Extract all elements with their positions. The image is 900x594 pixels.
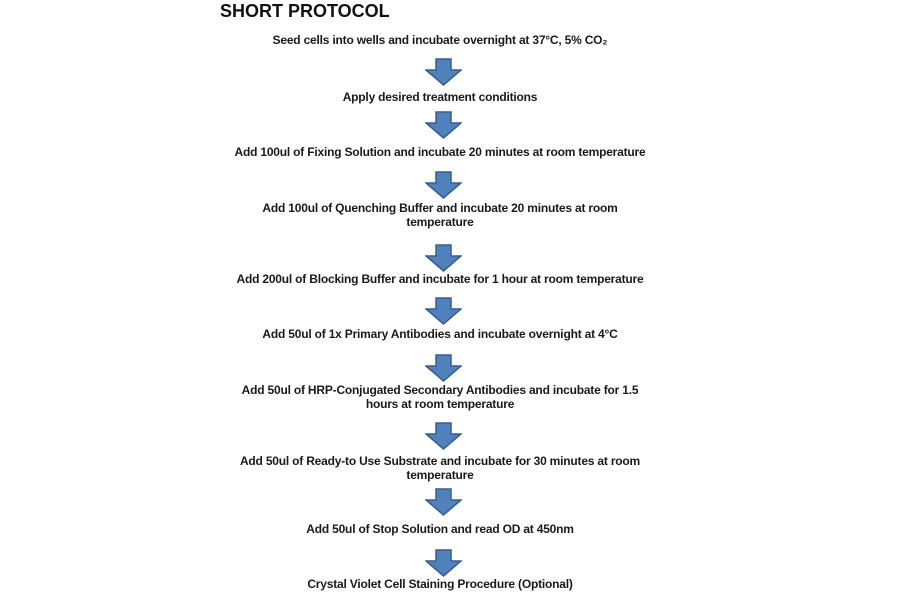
step-line: Add 50ul of Stop Solution and read OD at 450nm: [306, 522, 574, 536]
down-arrow-shape: [426, 245, 461, 271]
step-line: temperature: [406, 215, 474, 229]
step-text-stop-solution: [140, 522, 740, 536]
down-arrow-shape: [426, 112, 461, 138]
step-line: Add 50ul of HRP-Conjugated Secondary Antibodies and incubate for 1.5: [241, 383, 639, 397]
down-arrow-icon: [425, 549, 462, 577]
step-text-apply-treatment: [140, 90, 740, 104]
step-line: Apply desired treatment conditions: [342, 90, 538, 104]
down-arrow-shape: [426, 172, 461, 198]
step-text-substrate: [140, 454, 740, 482]
step-line: Add 200ul of Blocking Buffer and incubate for 1 hour at room temperature: [236, 272, 644, 286]
step-line: Add 50ul of Ready-to Use Substrate and incubate for 30 minutes at room: [239, 454, 641, 468]
page-title: SHORT PROTOCOL: [220, 1, 390, 21]
step-line: temperature: [406, 468, 474, 482]
down-arrow-icon: [425, 244, 462, 272]
step-line: Add 50ul of 1x Primary Antibodies and incubate overnight at 4°C: [262, 327, 618, 341]
down-arrow-icon: [425, 171, 462, 199]
down-arrow-icon: [425, 58, 462, 86]
down-arrow-icon: [425, 422, 462, 450]
down-arrow-shape: [426, 489, 461, 515]
down-arrow-shape: [426, 423, 461, 449]
step-line: Seed cells into wells and incubate overnight at 37°C, 5% CO₂: [272, 33, 608, 47]
down-arrow-icon: [425, 111, 462, 139]
down-arrow-shape: [426, 550, 461, 576]
step-line: Add 100ul of Fixing Solution and incubate 20 minutes at room temperature: [234, 145, 646, 159]
down-arrow-icon: [425, 297, 462, 325]
step-text-quenching-buffer: [140, 201, 740, 229]
down-arrow-shape: [426, 355, 461, 381]
down-arrow-shape: [426, 59, 461, 85]
down-arrow-icon: [425, 354, 462, 382]
step-text-fixing-solution: [140, 145, 740, 159]
step-text-crystal-violet: [140, 577, 740, 591]
step-text-secondary-antibodies: [140, 383, 740, 411]
down-arrow-icon: [425, 488, 462, 516]
step-line: Crystal Violet Cell Staining Procedure (Optional): [307, 577, 573, 591]
down-arrow-shape: [426, 298, 461, 324]
step-line: hours at room temperature: [365, 397, 515, 411]
step-text-blocking-buffer: [140, 272, 740, 286]
step-line: Add 100ul of Quenching Buffer and incubate 20 minutes at room: [262, 201, 618, 215]
step-text-primary-antibodies: [140, 327, 740, 341]
step-text-seed-cells: [140, 33, 740, 47]
